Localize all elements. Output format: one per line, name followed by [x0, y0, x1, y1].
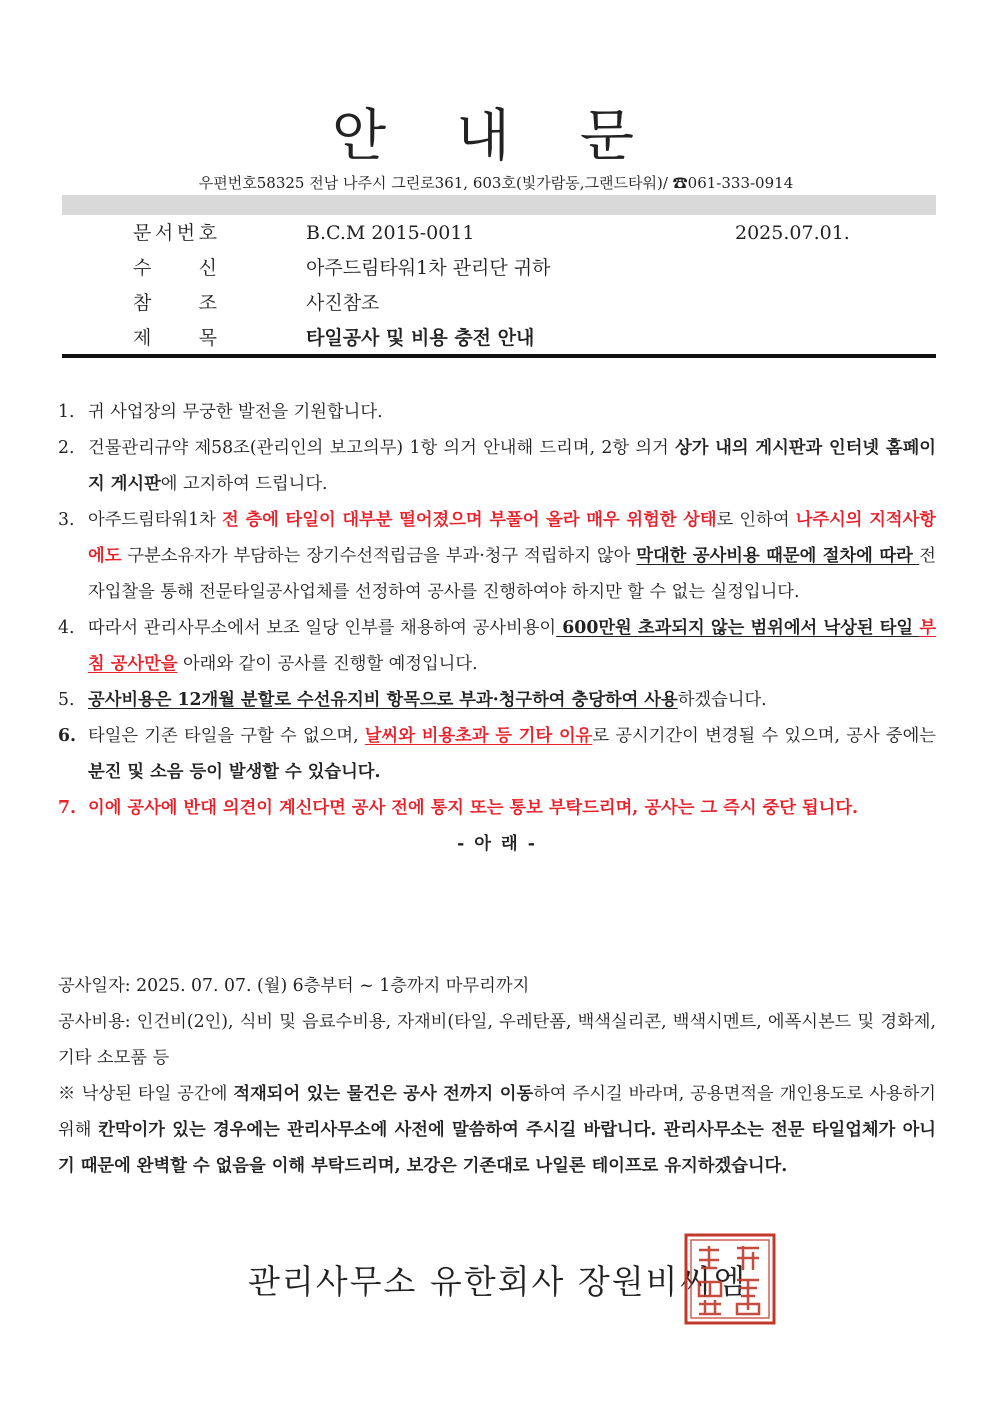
- item-text: 하겠습니다.: [677, 690, 767, 710]
- item-number: 6.: [58, 726, 77, 746]
- subject-value: 타일공사 및 비용 충전 안내: [306, 327, 535, 349]
- meta-row-doc-no: [0, 218, 992, 248]
- item-text-red: 이에 공사에 반대 의견이 계신다면 공사 전에 통지 또는 통보 부탁드리며, 공사는 그 즉시 중단 됩니다.: [88, 798, 859, 818]
- work-cost-line: 공사비용: 인건비(2인), 식비 및 음료수비용, 자재비(타일, 우레탄폼, 백색실리콘, 백색시멘트, 에폭시본드 및 경화제, 기타 소모품 등: [58, 1012, 936, 1068]
- label-char: 목: [198, 327, 217, 349]
- item-number: 5.: [58, 690, 75, 710]
- list-item-5: [58, 682, 936, 718]
- reference-label: [133, 288, 217, 318]
- item-text: 전자입찰을 통해 전문타일공사업체를 선정하여 공사를 진행하여야 하지만 할 수 없는 실정입니다.: [88, 546, 936, 602]
- meta-row-reference: [0, 288, 992, 318]
- label-char: 호: [198, 222, 217, 244]
- item-text: 건물관리규약 제58조(관리인의 보고의무) 1항 의거 안내해 드리며, 2항 의거: [88, 438, 676, 458]
- label-char: 신: [198, 257, 217, 279]
- list-item-4: [58, 610, 936, 682]
- label-char: 번: [176, 222, 196, 244]
- note-text-bold: 칸막이가 있는 경우에는 관리사무소에 사전에 말씀하여 주시길 바랍니다. 관리사무소는 전문 타일업체가 아니기 때문에 완벽할 수 없음을 이해 부탁드리며, 보강은 기존대로 나일론 테이프로 유지하겠습니다.: [58, 1120, 936, 1176]
- item-text: 따라서 관리사무소에서 보조 일당 인부를 채용하여 공사비용이: [88, 618, 557, 638]
- item-number: 1.: [58, 402, 75, 422]
- below-section-label: - 아 래 -: [457, 834, 537, 854]
- header-divider-bar: [62, 195, 936, 215]
- work-date-line: 공사일자: 2025. 07. 07. (월) 6층부터 ~ 1층까지 마무리까지: [58, 976, 530, 996]
- recipient-value: 아주드림타워1차 관리단 귀하: [306, 257, 551, 279]
- work-note: [58, 1076, 936, 1184]
- item-text: 로 공시기간이 변경될 수 있으며, 공사 중에는: [592, 726, 936, 746]
- document-title: 안 내 문: [332, 104, 660, 169]
- item-text: 에 고지하여 드립니다.: [160, 474, 328, 494]
- reference-value: 사진참조: [306, 292, 380, 314]
- item-number: 3.: [58, 510, 75, 530]
- meta-row-subject: [0, 323, 992, 353]
- item-text: 타일은 기존 타일을 구할 수 없으며,: [88, 726, 365, 746]
- item-number: 4.: [58, 618, 75, 638]
- list-item-6: [58, 718, 936, 790]
- doc-date: 2025.07.01.: [735, 222, 850, 244]
- item-text-red: 전 층에 타일이 대부분 떨어졌으며 부풀어 올라 매우 위험한 상태: [222, 510, 717, 530]
- item-text-underlined: 막대한 공사비용 때문에 절차에 따라: [636, 546, 920, 566]
- label-char: 제: [133, 327, 152, 349]
- item-text-bold: 분진 및 소음 등이 발생할 수 있습니다.: [88, 762, 381, 782]
- item-number: 7.: [58, 798, 77, 818]
- list-item-1: [58, 394, 936, 430]
- doc-no-label: [133, 218, 217, 248]
- list-item-2: [58, 430, 936, 502]
- work-details: [58, 968, 936, 1184]
- subject-label: [133, 323, 217, 353]
- item-text: 로 인하여: [716, 510, 796, 530]
- note-text: 하여 주시길 바라며, 공용면적을 개인용도로 사용하기 위해: [58, 1084, 936, 1140]
- label-char: 수: [133, 257, 152, 279]
- item-text-underlined: 공사비용은 12개월 분할로 수선유지비 항목으로 부과·청구하여 충당하여 사용: [88, 690, 678, 710]
- item-text: 귀 사업장의 무궁한 발전을 기원합니다.: [88, 402, 383, 422]
- issuer-signature: 관리사무소 유한회사 장원비씨엠: [248, 1262, 748, 1301]
- notice-body: [58, 394, 936, 862]
- office-address: 우편번호58325 전남 나주시 그린로361, 603호(빛가람동,그랜드타워)/ ☎061-333-0914: [198, 174, 794, 192]
- recipient-label: [133, 253, 217, 283]
- item-text-red-underlined: 부침 공사만을: [88, 618, 937, 674]
- item-text: 아래와 같이 공사를 진행할 예정입니다.: [177, 654, 478, 674]
- item-text-bold: 상가 내의 게시판과 인터넷 홈페이지 게시판: [88, 438, 936, 494]
- item-text: 구분소유자가 부담하는 장기수선적립금을 부과·청구 적립하지 않아: [121, 546, 637, 566]
- label-char: 조: [198, 292, 217, 314]
- label-char: 참: [133, 292, 152, 314]
- item-text-red-underlined: 날씨와 비용초과 등 기타 이유: [364, 726, 593, 746]
- item-text: 아주드림타워1차: [88, 510, 223, 530]
- header-bottom-rule: [62, 354, 936, 358]
- item-text-underlined: 600만원 초과되지 않는 범위에서 낙상된 타일: [556, 618, 920, 638]
- official-seal-stamp: [683, 1232, 777, 1326]
- meta-row-recipient: [0, 253, 992, 283]
- list-item-3: [58, 502, 936, 610]
- list-item-7: [58, 790, 936, 826]
- label-char: 서: [154, 222, 174, 244]
- note-text: ※ 낙상된 타일 공간에: [58, 1084, 234, 1104]
- item-number: 2.: [58, 438, 75, 458]
- item-text-red: 나주시의 지적사항에도: [88, 510, 936, 566]
- doc-no-value: B.C.M 2015-0011: [306, 222, 475, 244]
- note-text-bold: 적재되어 있는 물건은 공사 전까지 이동: [233, 1084, 534, 1104]
- label-char: 문: [133, 222, 152, 244]
